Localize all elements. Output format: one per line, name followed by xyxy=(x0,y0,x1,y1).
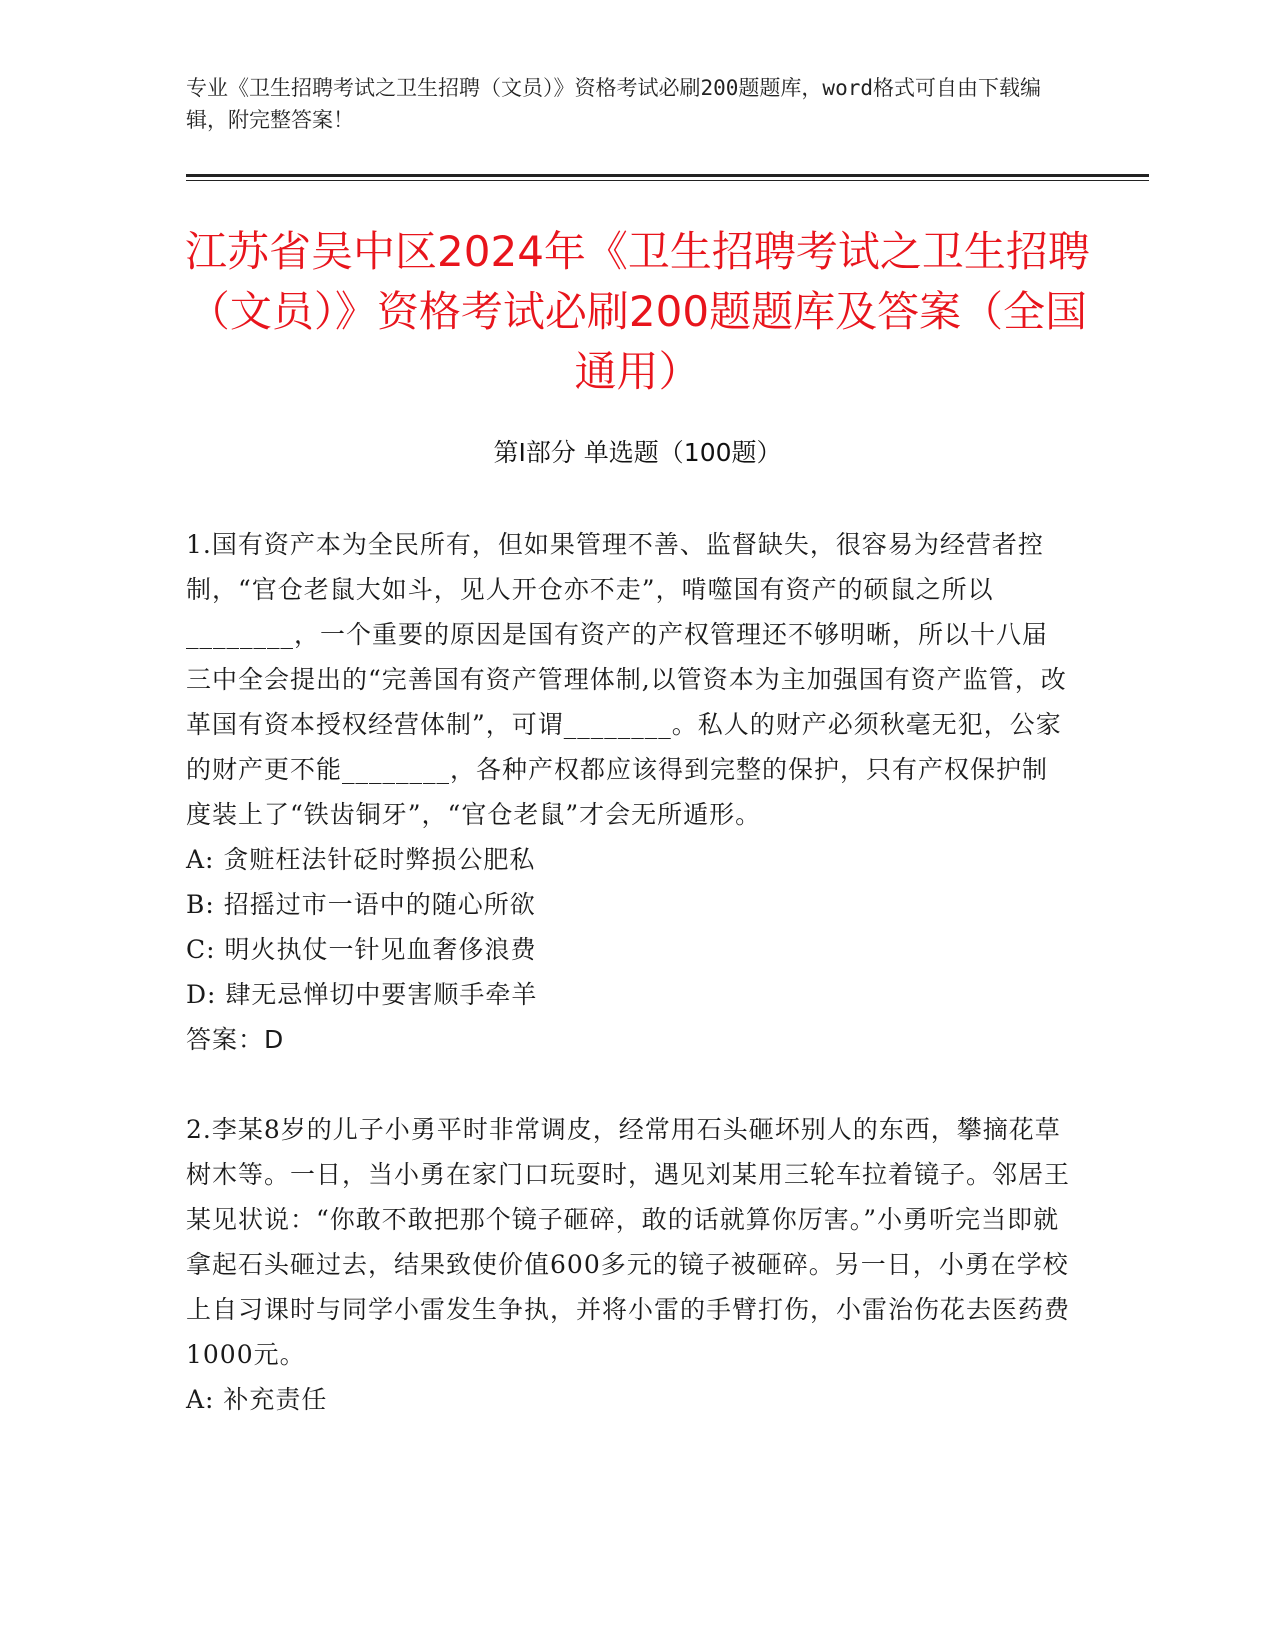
header-divider-thick xyxy=(186,174,1149,177)
option-c: C: 明火执仗一针见血奢侈浪费 xyxy=(186,935,537,964)
header-divider-thin xyxy=(186,180,1149,181)
option-b: B: 招摇过市一语中的随心所欲 xyxy=(186,890,536,919)
answer-line: 答案：D xyxy=(186,1025,285,1054)
question-stem: 2.李某8岁的儿子小勇平时非常调皮，经常用石头砸坏别人的东西，攀摘花草树木等。一日，当小勇在家门口玩耍时，遇见刘某用三轮车拉着镜子。邻居王某见状说：“你敢不敢把那个镜子砸碎，敢的话就算你厉害。”小勇听完当即就拿起石头砸过去，结果致使价值600多元的镜子被砸碎。另一日，小勇在学校上自习课时与同学小雷发生争执，并将小雷的手臂打伤，小雷治伤花去医药费1000元。 xyxy=(186,1115,1071,1369)
question-list xyxy=(186,522,1071,1422)
document-title: 江苏省吴中区2024年《卫生招聘考试之卫生招聘（文员）》资格考试必刷200题题库及答案（全国通用） xyxy=(185,227,1090,396)
section-heading: 第Ⅰ部分 单选题（100题） xyxy=(493,438,782,467)
option-a: A: 贪赃枉法针砭时弊损公肥私 xyxy=(186,845,536,874)
question-spacer xyxy=(186,1062,1071,1107)
option-d: D: 肆无忌惮切中要害顺手牵羊 xyxy=(186,980,538,1009)
question-2 xyxy=(186,1107,1071,1422)
option-a: A: 补充责任 xyxy=(186,1385,328,1414)
question-1 xyxy=(186,522,1071,1062)
header-note: 专业《卫生招聘考试之卫生招聘（文员）》资格考试必刷200题题库，word格式可自由下载编辑，附完整答案！ xyxy=(186,76,1041,132)
question-stem: 1.国有资产本为全民所有，但如果管理不善、监督缺失，很容易为经营者控制，“官仓老鼠大如斗，见人开仓亦不走”，啃噬国有资产的硕鼠之所以________，一个重要的原因是国有资产的产权管理还不够明晰，所以十八届三中全会提出的“完善国有资产管理体制,以管资本为主加强国有资产监管，改革国有资本授权经营体制”，可谓________。私人的财产必须秋毫无犯，公家的财产更不能________，各种产权都应该得到完整的保护，只有产权保护制度装上了“铁齿铜牙”，“官仓老鼠”才会无所遁形。 xyxy=(186,530,1067,829)
